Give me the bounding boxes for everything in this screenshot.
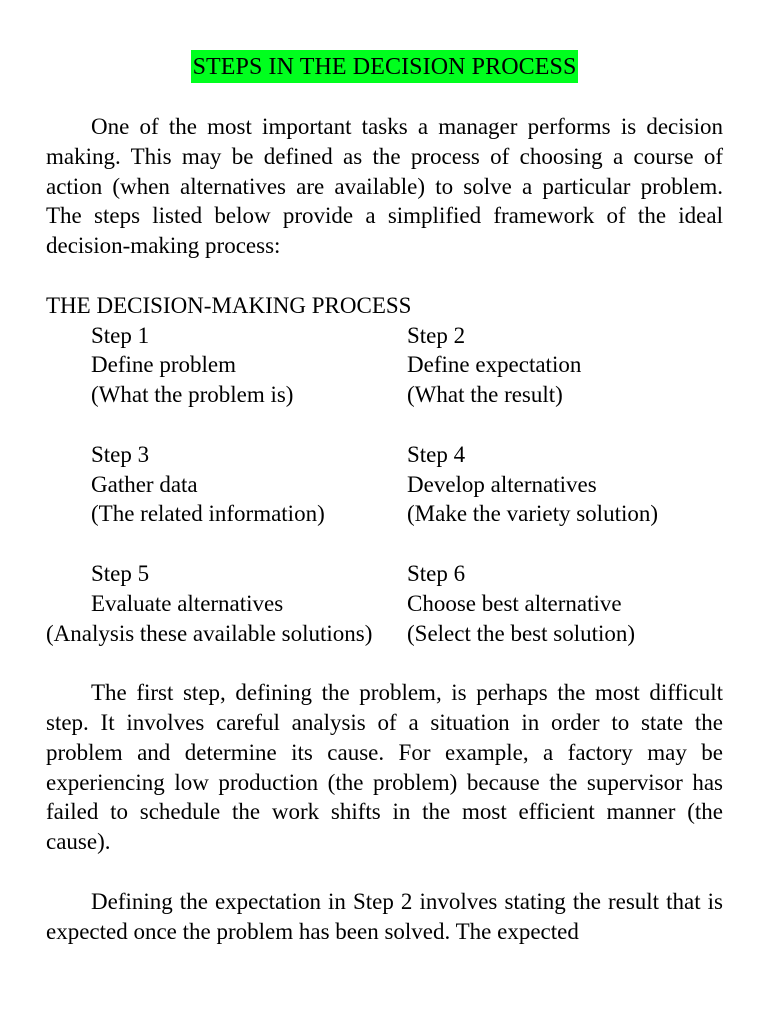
spacer [46, 261, 723, 291]
step-1-note: (What the problem is) [91, 382, 294, 408]
step-note-row [46, 619, 723, 649]
spacer [46, 410, 723, 440]
step-6-note: (Select the best solution) [407, 620, 636, 646]
spacer [46, 648, 723, 678]
step-2-note: (What the result) [407, 382, 563, 408]
step-1-label: Step 1 [91, 322, 150, 348]
step-4-note: (Make the variety solution) [407, 501, 659, 527]
body-paragraph-1: The first step, defining the problem, is perhaps the most difficult step. It involves careful analysis of a situation in order to state the problem and determine its cause. For example, a factory may be experiencing low production (the problem) because the supervisor has failed to schedule the work shifts in the most efficient manner (the cause). [46, 680, 723, 855]
step-3-name: Gather data [91, 471, 198, 497]
step-4-name: Develop alternatives [407, 471, 597, 497]
step-label-row [46, 559, 723, 589]
body-paragraph-2: Defining the expectation in Step 2 involves stating the result that is expected once the problem has been solved. The expected [46, 888, 723, 944]
step-label-row [46, 440, 723, 470]
step-3-label: Step 3 [91, 441, 150, 467]
step-6-name: Choose best alternative [407, 590, 622, 616]
steps-grid [46, 321, 723, 649]
step-1-name: Define problem [91, 352, 236, 378]
title-container [46, 50, 723, 84]
step-3-note: (The related information) [91, 501, 325, 527]
spacer [46, 857, 723, 887]
step-name-row [46, 589, 723, 619]
step-label-row [46, 321, 723, 351]
step-5-label: Step 5 [91, 560, 150, 586]
step-note-row [46, 380, 723, 410]
document-title: STEPS IN THE DECISION PROCESS [191, 50, 579, 83]
step-name-row [46, 470, 723, 500]
step-4-label: Step 4 [407, 441, 466, 467]
step-2-name: Define expectation [407, 352, 582, 378]
step-6-label: Step 6 [407, 560, 466, 586]
spacer [46, 529, 723, 559]
step-5-name: Evaluate alternatives [91, 590, 284, 616]
document-page [46, 50, 723, 946]
intro-paragraph: One of the most important tasks a manager performs is decision making. This may be defined as the process of choosing a course of action (when alternatives are available) to solve a particular problem. The steps listed below provide a simplified framework of the ideal decision-making process: [46, 114, 723, 259]
step-5-note: (Analysis these available solutions) [46, 620, 373, 646]
step-name-row [46, 350, 723, 380]
step-2-label: Step 2 [407, 322, 466, 348]
step-note-row [46, 499, 723, 529]
process-heading: THE DECISION-MAKING PROCESS [46, 292, 412, 318]
